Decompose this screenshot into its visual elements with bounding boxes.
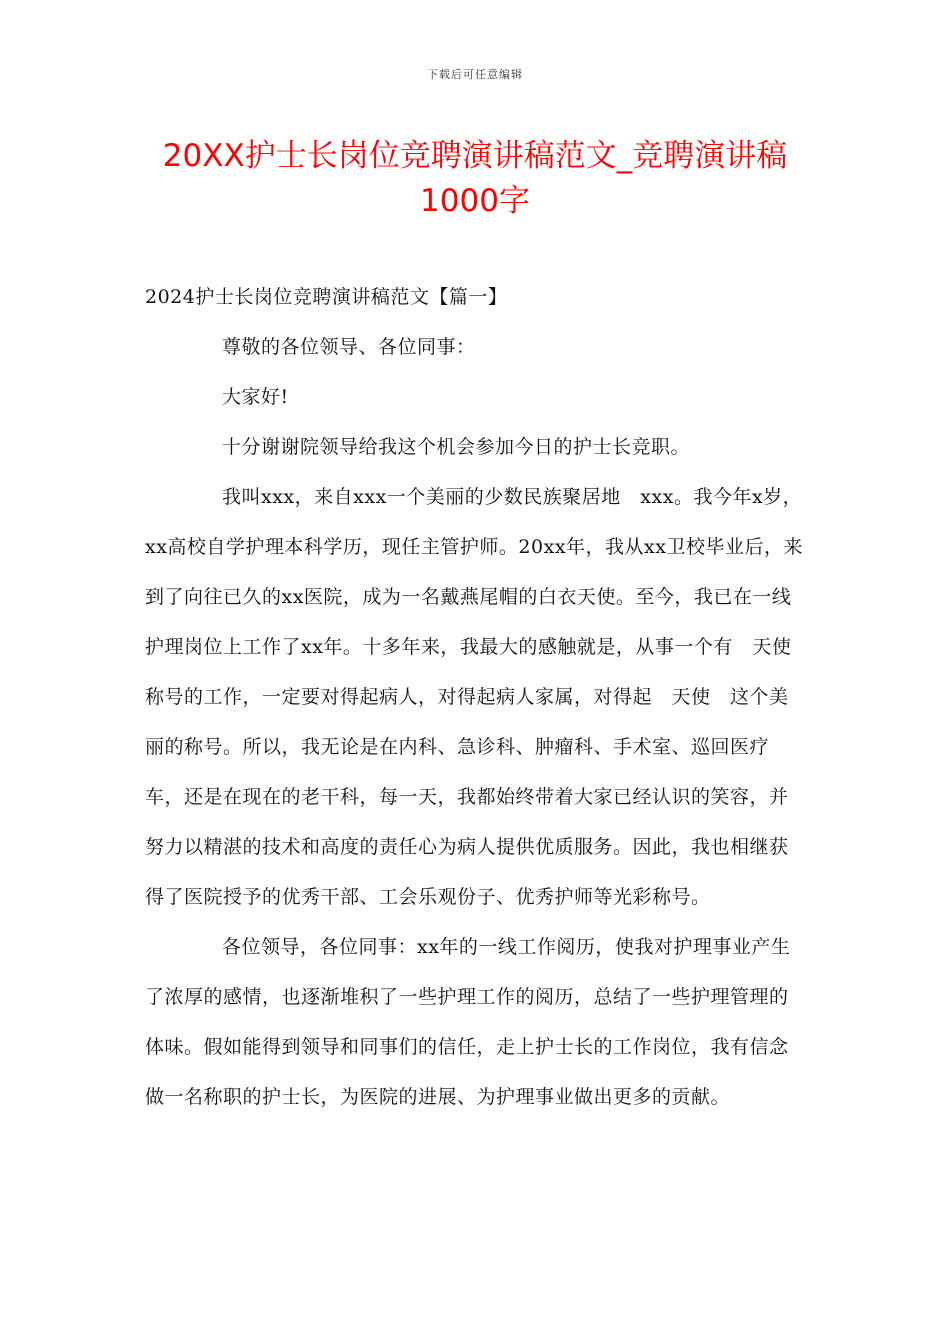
paragraph-greeting: 大家好! bbox=[222, 386, 289, 408]
document-body bbox=[145, 272, 811, 1122]
paragraph-introduction: 我叫xxx，来自xxx一个美丽的少数民族聚居地 xxx。我今年x岁，xx高校自学护理本科学历，现任主管护师。20xx年，我从xx卫校毕业后，来到了向往已久的xx医院，成为一名戴燕尾帽的白衣天使。至今，我已在一线护理岗位上工作了xx年。十多年来，我最大的感触就是，从事一个有 天使 称号的工作，一定要对得起病人，对得起病人家属，对得起 天使 这个美丽的称号。所以，我无论是在内科、急诊科、肿瘤科、手术室、巡回医疗车，还是在现在的老干科，每一天，我都始终带着大家已经认识的笑容，并努力以精湛的技术和高度的责任心为病人提供优质服务。因此，我也相继获得了医院授予的优秀干部、工会乐观份子、优秀护师等光彩称号。 bbox=[145, 486, 811, 908]
paragraph-aspiration: 各位领导，各位同事：xx年的一线工作阅历，使我对护理事业产生了浓厚的感情，也逐渐堆积了一些护理工作的阅历，总结了一些护理管理的体味。假如能得到领导和同事们的信任，走上护士长的工作岗位，我有信念做一名称职的护士长，为医院的进展、为护理事业做出更多的贡献。 bbox=[145, 936, 791, 1108]
paragraph-thanks: 十分谢谢院领导给我这个机会参加今日的护士长竞职。 bbox=[222, 436, 691, 458]
section-heading: 2024护士长岗位竞聘演讲稿范文【篇一】 bbox=[145, 286, 508, 308]
header-note: 下载后可任意编辑 bbox=[427, 68, 523, 81]
document-title: 20XX护士长岗位竞聘演讲稿范文_竞聘演讲稿1000字 bbox=[162, 138, 788, 219]
paragraph-salutation: 尊敬的各位领导、各位同事： bbox=[222, 336, 476, 358]
